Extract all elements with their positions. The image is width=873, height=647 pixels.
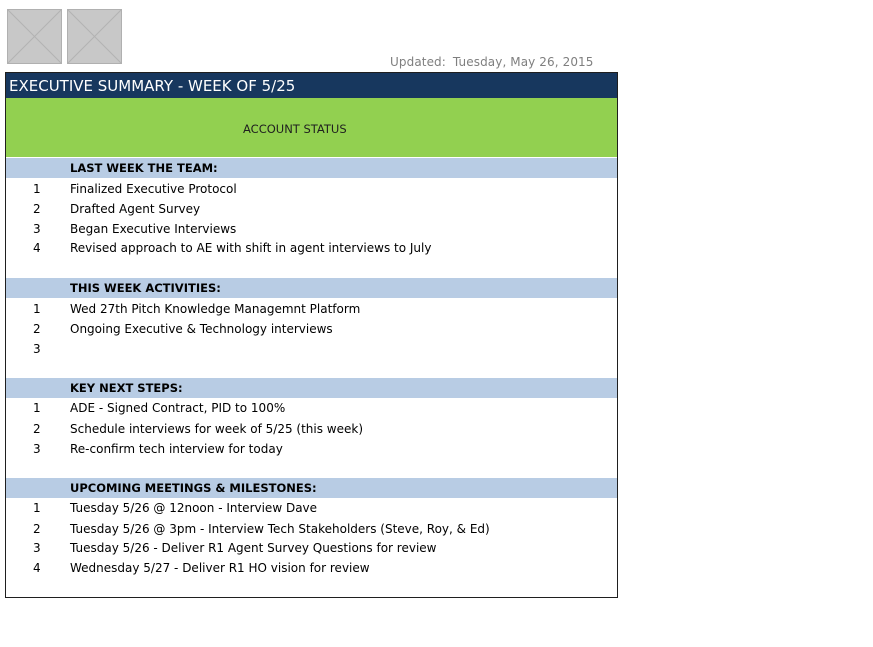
executive-summary-sheet (5, 72, 618, 598)
list-item (6, 398, 617, 418)
section-header-key-next-steps (6, 378, 617, 398)
item-number: 1 (33, 401, 41, 415)
item-text: Wed 27th Pitch Knowledge Managemnt Platform (70, 302, 361, 316)
item-number: 1 (33, 501, 41, 515)
item-text: Ongoing Executive & Technology interviews (70, 322, 333, 336)
list-item (6, 439, 617, 459)
image-placeholder-icon (7, 9, 62, 64)
summary-title: EXECUTIVE SUMMARY - WEEK OF 5/25 (6, 73, 617, 98)
item-text: Drafted Agent Survey (70, 202, 201, 216)
item-text: ADE - Signed Contract, PID to 100% (70, 401, 286, 415)
item-text: Began Executive Interviews (70, 222, 237, 236)
list-item (6, 238, 617, 258)
item-number: 2 (33, 422, 41, 436)
account-status-banner (6, 98, 617, 157)
list-item (6, 339, 617, 359)
item-text: Tuesday 5/26 @ 3pm - Interview Tech Stakeholders (Steve, Roy, & Ed) (70, 522, 490, 536)
item-number: 2 (33, 322, 41, 336)
updated-date: Tuesday, May 26, 2015 (452, 55, 594, 69)
item-number: 1 (33, 302, 41, 316)
section-heading: LAST WEEK THE TEAM: (70, 161, 218, 175)
list-item (6, 319, 617, 339)
list-item (6, 558, 617, 578)
item-number: 2 (33, 202, 41, 216)
list-item (6, 498, 617, 518)
item-text: Finalized Executive Protocol (70, 182, 237, 196)
item-text: Schedule interviews for week of 5/25 (this week) (70, 422, 364, 436)
item-text: Tuesday 5/26 @ 12noon - Interview Dave (70, 501, 318, 515)
item-number: 3 (33, 442, 41, 456)
list-item (6, 299, 617, 319)
image-placeholder-icon (67, 9, 122, 64)
section-heading: UPCOMING MEETINGS & MILESTONES: (70, 481, 317, 495)
item-number: 2 (33, 522, 41, 536)
list-item (6, 179, 617, 199)
item-text: Tuesday 5/26 - Deliver R1 Agent Survey Questions for review (70, 541, 437, 555)
item-number: 3 (33, 541, 41, 555)
item-text: Revised approach to AE with shift in agent interviews to July (70, 241, 432, 255)
list-item (6, 419, 617, 439)
item-text: Re-confirm tech interview for today (70, 442, 283, 456)
list-item (6, 519, 617, 539)
list-item (6, 538, 617, 558)
account-status-label: ACCOUNT STATUS (243, 122, 347, 136)
section-header-this-week (6, 278, 617, 298)
item-number: 3 (33, 342, 41, 356)
list-item (6, 199, 617, 219)
item-number: 3 (33, 222, 41, 236)
item-number: 4 (33, 241, 41, 255)
section-header-last-week (6, 158, 617, 178)
section-heading: KEY NEXT STEPS: (70, 381, 183, 395)
updated-label: Updated: (390, 55, 446, 69)
list-item (6, 219, 617, 239)
section-heading: THIS WEEK ACTIVITIES: (70, 281, 221, 295)
updated-timestamp (390, 55, 594, 69)
section-header-upcoming-meetings (6, 478, 617, 498)
item-number: 4 (33, 561, 41, 575)
item-text: Wednesday 5/27 - Deliver R1 HO vision for review (70, 561, 370, 575)
item-number: 1 (33, 182, 41, 196)
